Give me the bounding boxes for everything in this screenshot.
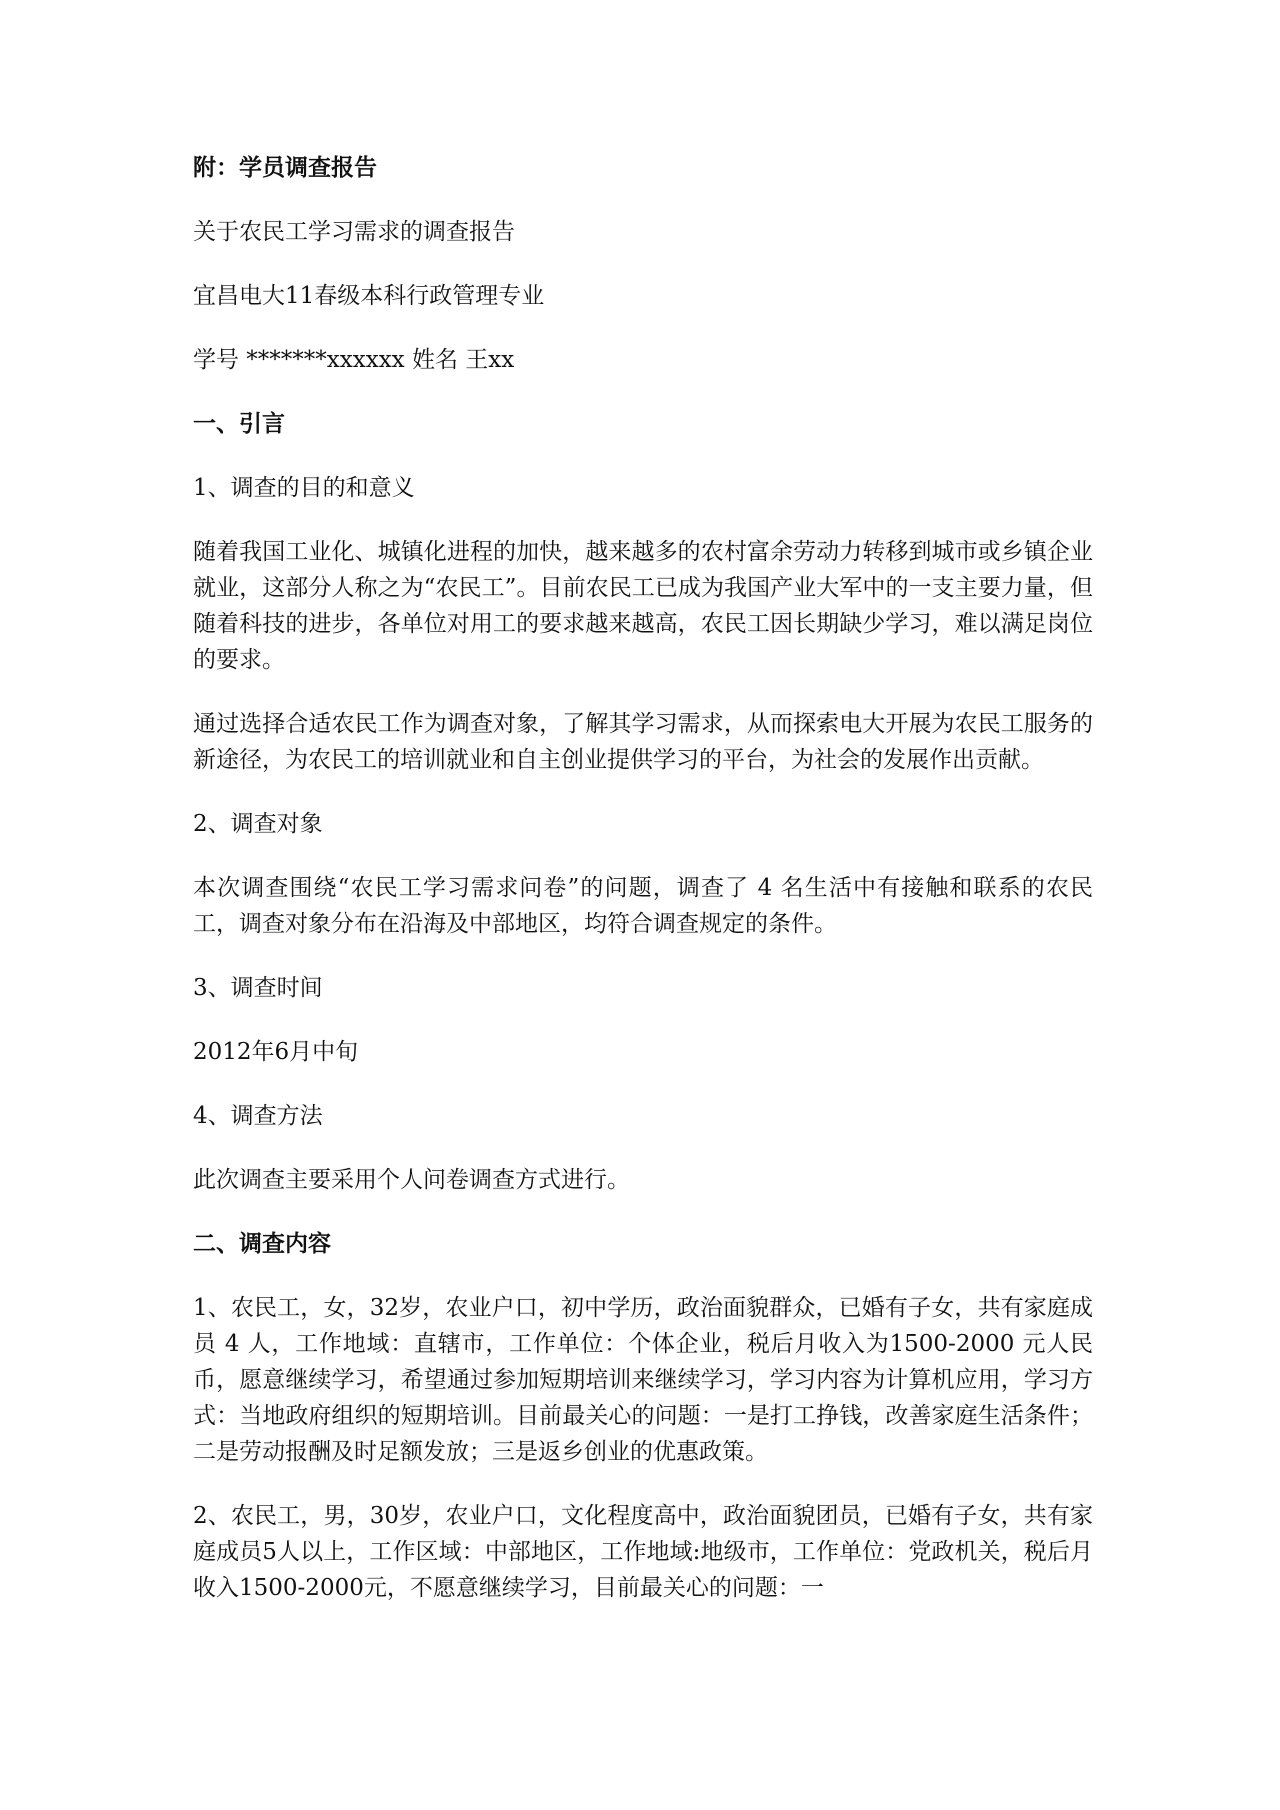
school-info: 宜昌电大11春级本科行政管理专业 — [193, 283, 545, 309]
sub1-heading: 1、调查的目的和意义 — [193, 475, 415, 501]
appendix-title: 附：学员调查报告 — [193, 154, 377, 181]
section1-heading: 一、引言 — [193, 410, 285, 437]
sub2-paragraph: 本次调查围绕“农民工学习需求问卷”的问题，调查了 4 名生活中有接触和联系的农民工，调查对象分布在沿海及中部地区，均符合调查规定的条件。 — [193, 875, 1093, 937]
survey-item-1: 1、农民工，女，32岁，农业户口，初中学历，政治面貌群众，已婚有子女，共有家庭成员 4 人，工作地域：直辖市，工作单位：个体企业，税后月收入为1500-2000 元人民币，愿意继续学习，希望通过参加短期培训来继续学习，学习内容为计算机应用，学习方式：当地政府组织的短期培训。目前最关心的问题：一是打工挣钱，改善家庭生活条件；二是劳动报酬及时足额发放；三是返乡创业的优惠政策。 — [193, 1295, 1093, 1465]
sub3-paragraph: 2012年6月中旬 — [193, 1039, 359, 1065]
sub1-paragraph-2: 通过选择合适农民工作为调查对象，了解其学习需求，从而探索电大开展为农民工服务的新途径，为农民工的培训就业和自主创业提供学习的平台，为社会的发展作出贡献。 — [193, 711, 1093, 773]
sub3-heading: 3、调查时间 — [193, 975, 323, 1001]
sub1-paragraph-1: 随着我国工业化、城镇化进程的加快，越来越多的农村富余劳动力转移到城市或乡镇企业就业，这部分人称之为“农民工”。目前农民工已成为我国产业大军中的一支主要力量，但随着科技的进步，各单位对用工的要求越来越高，农民工因长期缺少学习，难以满足岗位的要求。 — [193, 539, 1093, 673]
report-title: 关于农民工学习需求的调查报告 — [193, 219, 515, 245]
survey-item-2: 2、农民工，男，30岁，农业户口，文化程度高中，政治面貌团员，已婚有子女，共有家庭成员5人以上，工作区域：中部地区，工作地域:地级市，工作单位：党政机关，税后月收入1500-2000元，不愿意继续学习，目前最关心的问题：一 — [193, 1503, 1093, 1601]
student-info: 学号 *******xxxxxx 姓名 王xx — [193, 347, 515, 373]
section2-heading: 二、调查内容 — [193, 1230, 331, 1257]
sub4-paragraph: 此次调查主要采用个人问卷调查方式进行。 — [193, 1167, 630, 1193]
sub4-heading: 4、调查方法 — [193, 1103, 323, 1129]
sub2-heading: 2、调查对象 — [193, 811, 323, 837]
document-page — [193, 150, 1093, 1606]
